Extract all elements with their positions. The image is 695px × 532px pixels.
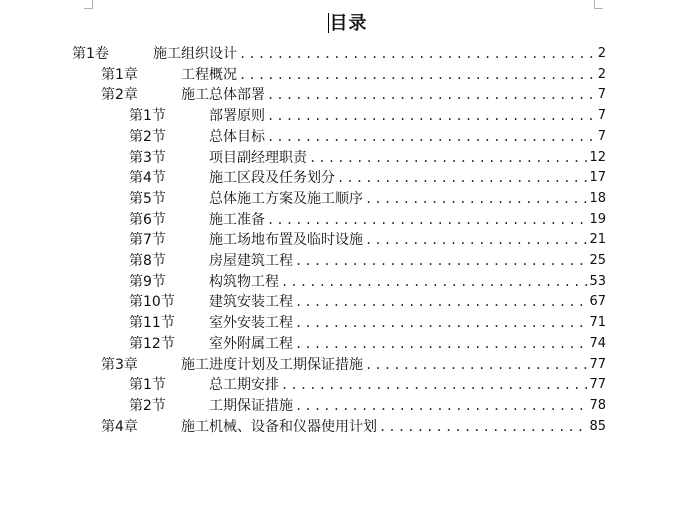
toc-entry-title: 部署原则 — [209, 108, 265, 125]
toc-entry-number: 第3节 — [129, 149, 166, 166]
toc-entry[interactable] — [129, 189, 606, 209]
toc-entry[interactable] — [129, 127, 606, 147]
toc-entry-number: 第1节 — [129, 377, 166, 394]
toc-entry-leader-dots — [267, 106, 596, 126]
toc-entry-title: 房屋建筑工程 — [209, 253, 293, 269]
toc-entry[interactable] — [101, 417, 606, 437]
toc-entry-title: 总体施工方案及施工顺序 — [209, 190, 363, 207]
toc-entry-page-number: 71 — [589, 315, 606, 331]
toc-entry[interactable] — [101, 355, 606, 375]
toc-entry-number: 第2章 — [101, 87, 138, 104]
toc-entry-title: 施工进度计划及工期保证措施 — [181, 356, 363, 373]
toc-entry-leader-dots — [267, 210, 587, 230]
toc-entry[interactable] — [129, 396, 606, 416]
toc-entry[interactable] — [129, 292, 606, 312]
toc-entry-page-number: 19 — [589, 211, 606, 227]
toc-entry-number: 第12节 — [129, 335, 175, 352]
toc-entry-page-number: 7 — [597, 87, 606, 103]
toc-entry-title: 施工组织设计 — [153, 46, 237, 62]
text-cursor — [328, 13, 329, 33]
toc-entry-title: 建筑安装工程 — [209, 294, 293, 311]
toc-entry-page-number: 21 — [589, 232, 606, 248]
toc-entry[interactable] — [129, 313, 606, 333]
toc-entry-number: 第11节 — [129, 315, 175, 332]
toc-entry-number: 第1节 — [129, 108, 166, 125]
toc-entry-page-number: 2 — [597, 66, 606, 82]
toc-entry-number: 第1卷 — [72, 46, 109, 62]
toc-entry-leader-dots — [239, 44, 596, 64]
toc-entry-number: 第4节 — [129, 170, 166, 187]
toc-entry[interactable] — [101, 65, 606, 85]
toc-entry-title: 总体目标 — [209, 128, 265, 145]
toc-entry-page-number: 78 — [589, 397, 606, 413]
toc-entry-title: 室外安装工程 — [209, 315, 293, 332]
toc-entry-leader-dots — [295, 396, 587, 416]
toc-entry-page-number: 12 — [589, 149, 606, 165]
toc-entry-title: 工程概况 — [181, 66, 237, 83]
toc-entry[interactable] — [129, 106, 606, 126]
toc-entry[interactable] — [101, 85, 606, 105]
toc-entry-leader-dots — [309, 148, 587, 168]
toc-entry-leader-dots — [267, 127, 596, 147]
toc-entry-page-number: 67 — [589, 294, 606, 310]
toc-entry-title: 室外附属工程 — [209, 335, 293, 352]
toc-entry-page-number: 74 — [589, 335, 606, 351]
toc-entry-title: 施工机械、设备和仪器使用计划 — [181, 418, 377, 435]
toc-entry-leader-dots — [295, 334, 587, 354]
toc-entry-leader-dots — [239, 65, 596, 85]
toc-entry-page-number: 53 — [589, 273, 606, 289]
toc-entry-leader-dots — [281, 272, 587, 292]
toc-entry-number: 第7节 — [129, 232, 166, 249]
toc-entry[interactable] — [129, 148, 606, 168]
toc-entry[interactable] — [129, 375, 606, 395]
toc-entry-number: 第4章 — [101, 418, 138, 435]
toc-entry-page-number: 77 — [589, 377, 606, 393]
toc-entry-title: 施工场地布置及临时设施 — [209, 232, 363, 249]
toc-entry-page-number: 2 — [597, 46, 606, 61]
toc-entry-page-number: 25 — [589, 253, 606, 268]
toc-entry-leader-dots — [295, 292, 587, 312]
toc-entry-page-number: 7 — [597, 108, 606, 124]
toc-entry-title: 构筑物工程 — [209, 273, 279, 290]
toc-entry[interactable] — [129, 210, 606, 230]
page-corner-mark-left — [84, 0, 93, 9]
toc-entry-page-number: 85 — [589, 418, 606, 434]
toc-entry-number: 第2节 — [129, 397, 166, 414]
toc-entry-leader-dots — [295, 251, 587, 271]
toc-entry-title: 项目副经理职责 — [209, 149, 307, 166]
toc-entry-page-number: 17 — [589, 170, 606, 186]
toc-entry-title: 工期保证措施 — [209, 397, 293, 414]
toc-entry-leader-dots — [365, 189, 587, 209]
toc-entry-leader-dots — [295, 313, 587, 333]
toc-entry-leader-dots — [379, 417, 587, 437]
toc-title-text: 目录 — [329, 13, 368, 34]
toc-title[interactable] — [0, 9, 695, 35]
toc-entry-number: 第3章 — [101, 356, 138, 373]
toc-entry[interactable] — [129, 251, 606, 271]
toc-entry[interactable] — [129, 230, 606, 250]
toc-entry-leader-dots — [267, 85, 596, 105]
toc-entry-number: 第10节 — [129, 294, 175, 311]
toc-entry-number: 第2节 — [129, 128, 166, 145]
toc-entry-title: 总工期安排 — [209, 377, 279, 394]
toc-entry[interactable] — [129, 334, 606, 354]
toc-entry-title: 施工准备 — [209, 211, 265, 228]
toc-entry-leader-dots — [365, 230, 587, 250]
page-corner-mark-right — [594, 0, 603, 9]
toc-entry-number: 第6节 — [129, 211, 166, 228]
toc-entry-leader-dots — [365, 355, 587, 375]
toc-entry-page-number: 7 — [597, 128, 606, 144]
toc-entry-title: 施工总体部署 — [181, 87, 265, 104]
toc-entry-number: 第5节 — [129, 190, 166, 207]
toc-entry-leader-dots — [337, 168, 587, 188]
toc-entry-number: 第1章 — [101, 66, 138, 83]
toc-entry[interactable] — [129, 272, 606, 292]
toc-entry-title: 施工区段及任务划分 — [209, 170, 335, 187]
toc-entry[interactable] — [129, 168, 606, 188]
toc-entry[interactable] — [72, 44, 606, 64]
toc-entry-leader-dots — [281, 375, 587, 395]
toc-entry-number: 第8节 — [129, 253, 166, 269]
toc-entry-number: 第9节 — [129, 273, 166, 290]
toc-entry-page-number: 77 — [589, 356, 606, 372]
toc-entry-page-number: 18 — [589, 190, 606, 206]
